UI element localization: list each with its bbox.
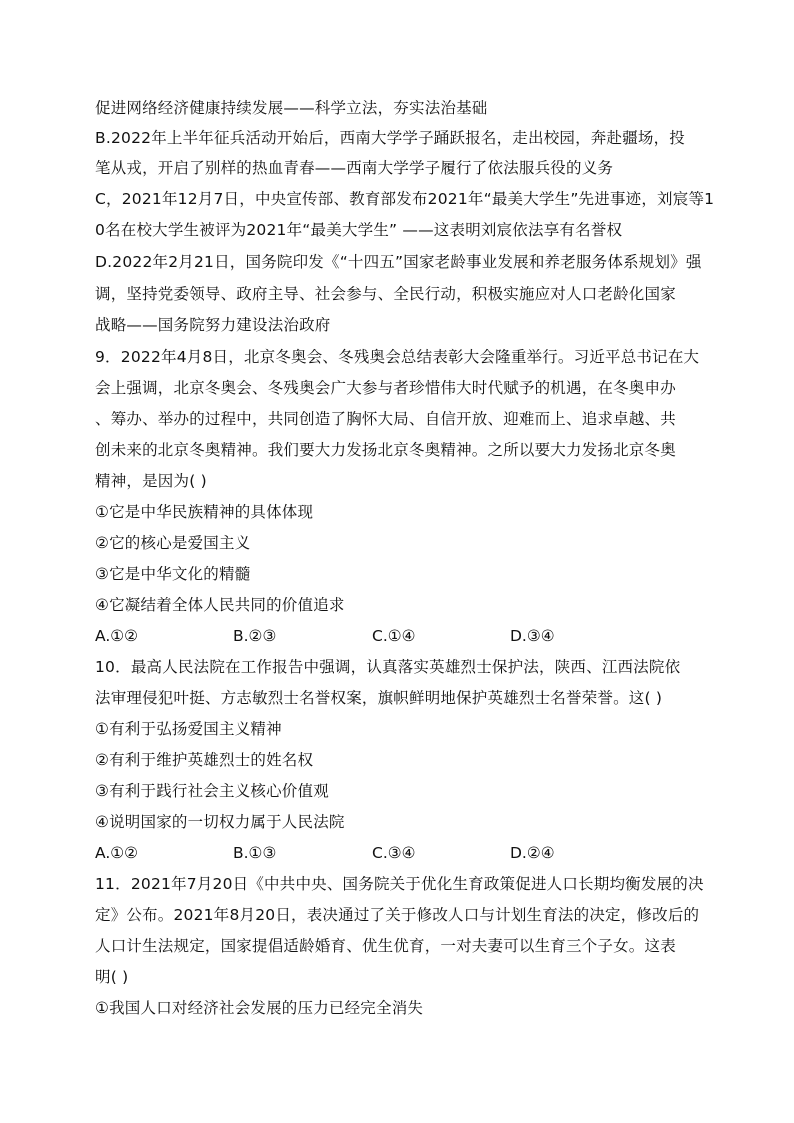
q9-item-4: ④它凝结着全体人民共同的价值追求: [95, 596, 345, 614]
q9-option-d: D.③④: [510, 627, 555, 645]
q8-option-d-line-1: D.2022年2月21日，国务院印发《“十四五”国家老龄事业发展和养老服务体系规划》强: [95, 253, 702, 271]
q10-stem-line-1: 10．最高人民法院在工作报告中强调，认真落实英雄烈士保护法，陕西、江西法院依: [95, 658, 681, 676]
q8-option-c-line-2: 0名在校大学生被评为2021年“最美大学生” ——这表明刘宸依法享有名誉权: [95, 221, 623, 239]
q11-stem-line-3: 人口计生法规定，国家提倡适龄婚育、优生优育，一对夫妻可以生育三个子女。这表: [95, 937, 676, 955]
q8-line-1: 促进网络经济健康持续发展——科学立法，夯实法治基础: [95, 99, 488, 117]
q11-stem-line-2: 定》公布。2021年8月20日，表决通过了关于修改人口与计划生育法的决定，修改后的: [95, 906, 700, 924]
q10-option-d: D.②④: [510, 844, 555, 862]
q10-option-c: C.③④: [372, 844, 416, 862]
q10-option-b: B.①③: [233, 844, 277, 862]
q9-stem-line-5: 精神，是因为( ): [95, 472, 207, 490]
q9-item-3: ③它是中华文化的精髓: [95, 565, 251, 583]
q9-item-1: ①它是中华民族精神的具体体现: [95, 503, 314, 521]
q11-stem-line-1: 11．2021年7月20日《中共中央、国务院关于优化生育政策促进人口长期均衡发展的决: [95, 875, 704, 893]
q10-item-4: ④说明国家的一切权力属于人民法院: [95, 813, 345, 831]
q9-stem-line-4: 创未来的北京冬奥精神。我们要大力发扬北京冬奥精神。之所以要大力发扬北京冬奥: [95, 441, 676, 459]
q9-item-2: ②它的核心是爱国主义: [95, 534, 251, 552]
q10-item-1: ①有利于弘扬爱国主义精神: [95, 720, 282, 738]
q11-stem-line-4: 明( ): [95, 968, 129, 986]
q10-option-a: A.①②: [95, 844, 139, 862]
q9-stem-line-2: 会上强调，北京冬奥会、冬残奥会广大参与者珍惜伟大时代赋予的机遇，在冬奥申办: [95, 379, 676, 397]
q8-option-d-line-2: 调，坚持党委领导、政府主导、社会参与、全民行动，积极实施应对人口老龄化国家: [95, 285, 676, 303]
q8-option-b-line-2: 笔从戎，开启了别样的热血青春——西南大学学子履行了依法服兵役的义务: [95, 159, 614, 177]
q9-stem-line-3: 、筹办、举办的过程中，共同创造了胸怀大局、自信开放、迎难而上、追求卓越、共: [95, 410, 676, 428]
q10-item-3: ③有利于践行社会主义核心价值观: [95, 782, 329, 800]
q10-item-2: ②有利于维护英雄烈士的姓名权: [95, 751, 314, 769]
q10-stem-line-2: 法审理侵犯叶挺、方志敏烈士名誉权案，旗帜鲜明地保护英雄烈士名誉荣誉。这( ): [95, 689, 663, 707]
q9-option-a: A.①②: [95, 627, 139, 645]
q9-option-c: C.①④: [372, 627, 416, 645]
q11-item-1: ①我国人口对经济社会发展的压力已经完全消失: [95, 999, 424, 1017]
q8-option-c-line-1: C，2021年12月7日，中央宣传部、教育部发布2021年“最美大学生”先进事迹，刘宸等1: [95, 190, 715, 208]
q9-option-b: B.②③: [233, 627, 277, 645]
q9-stem-line-1: 9．2022年4月8日，北京冬奥会、冬残奥会总结表彰大会隆重举行。习近平总书记在大: [95, 348, 700, 366]
q8-option-d-line-3: 战略——国务院努力建设法治政府: [95, 316, 331, 334]
q8-option-b-line-1: B.2022年上半年征兵活动开始后，西南大学学子踊跃报名，走出校园，奔赴疆场，投: [95, 129, 686, 147]
